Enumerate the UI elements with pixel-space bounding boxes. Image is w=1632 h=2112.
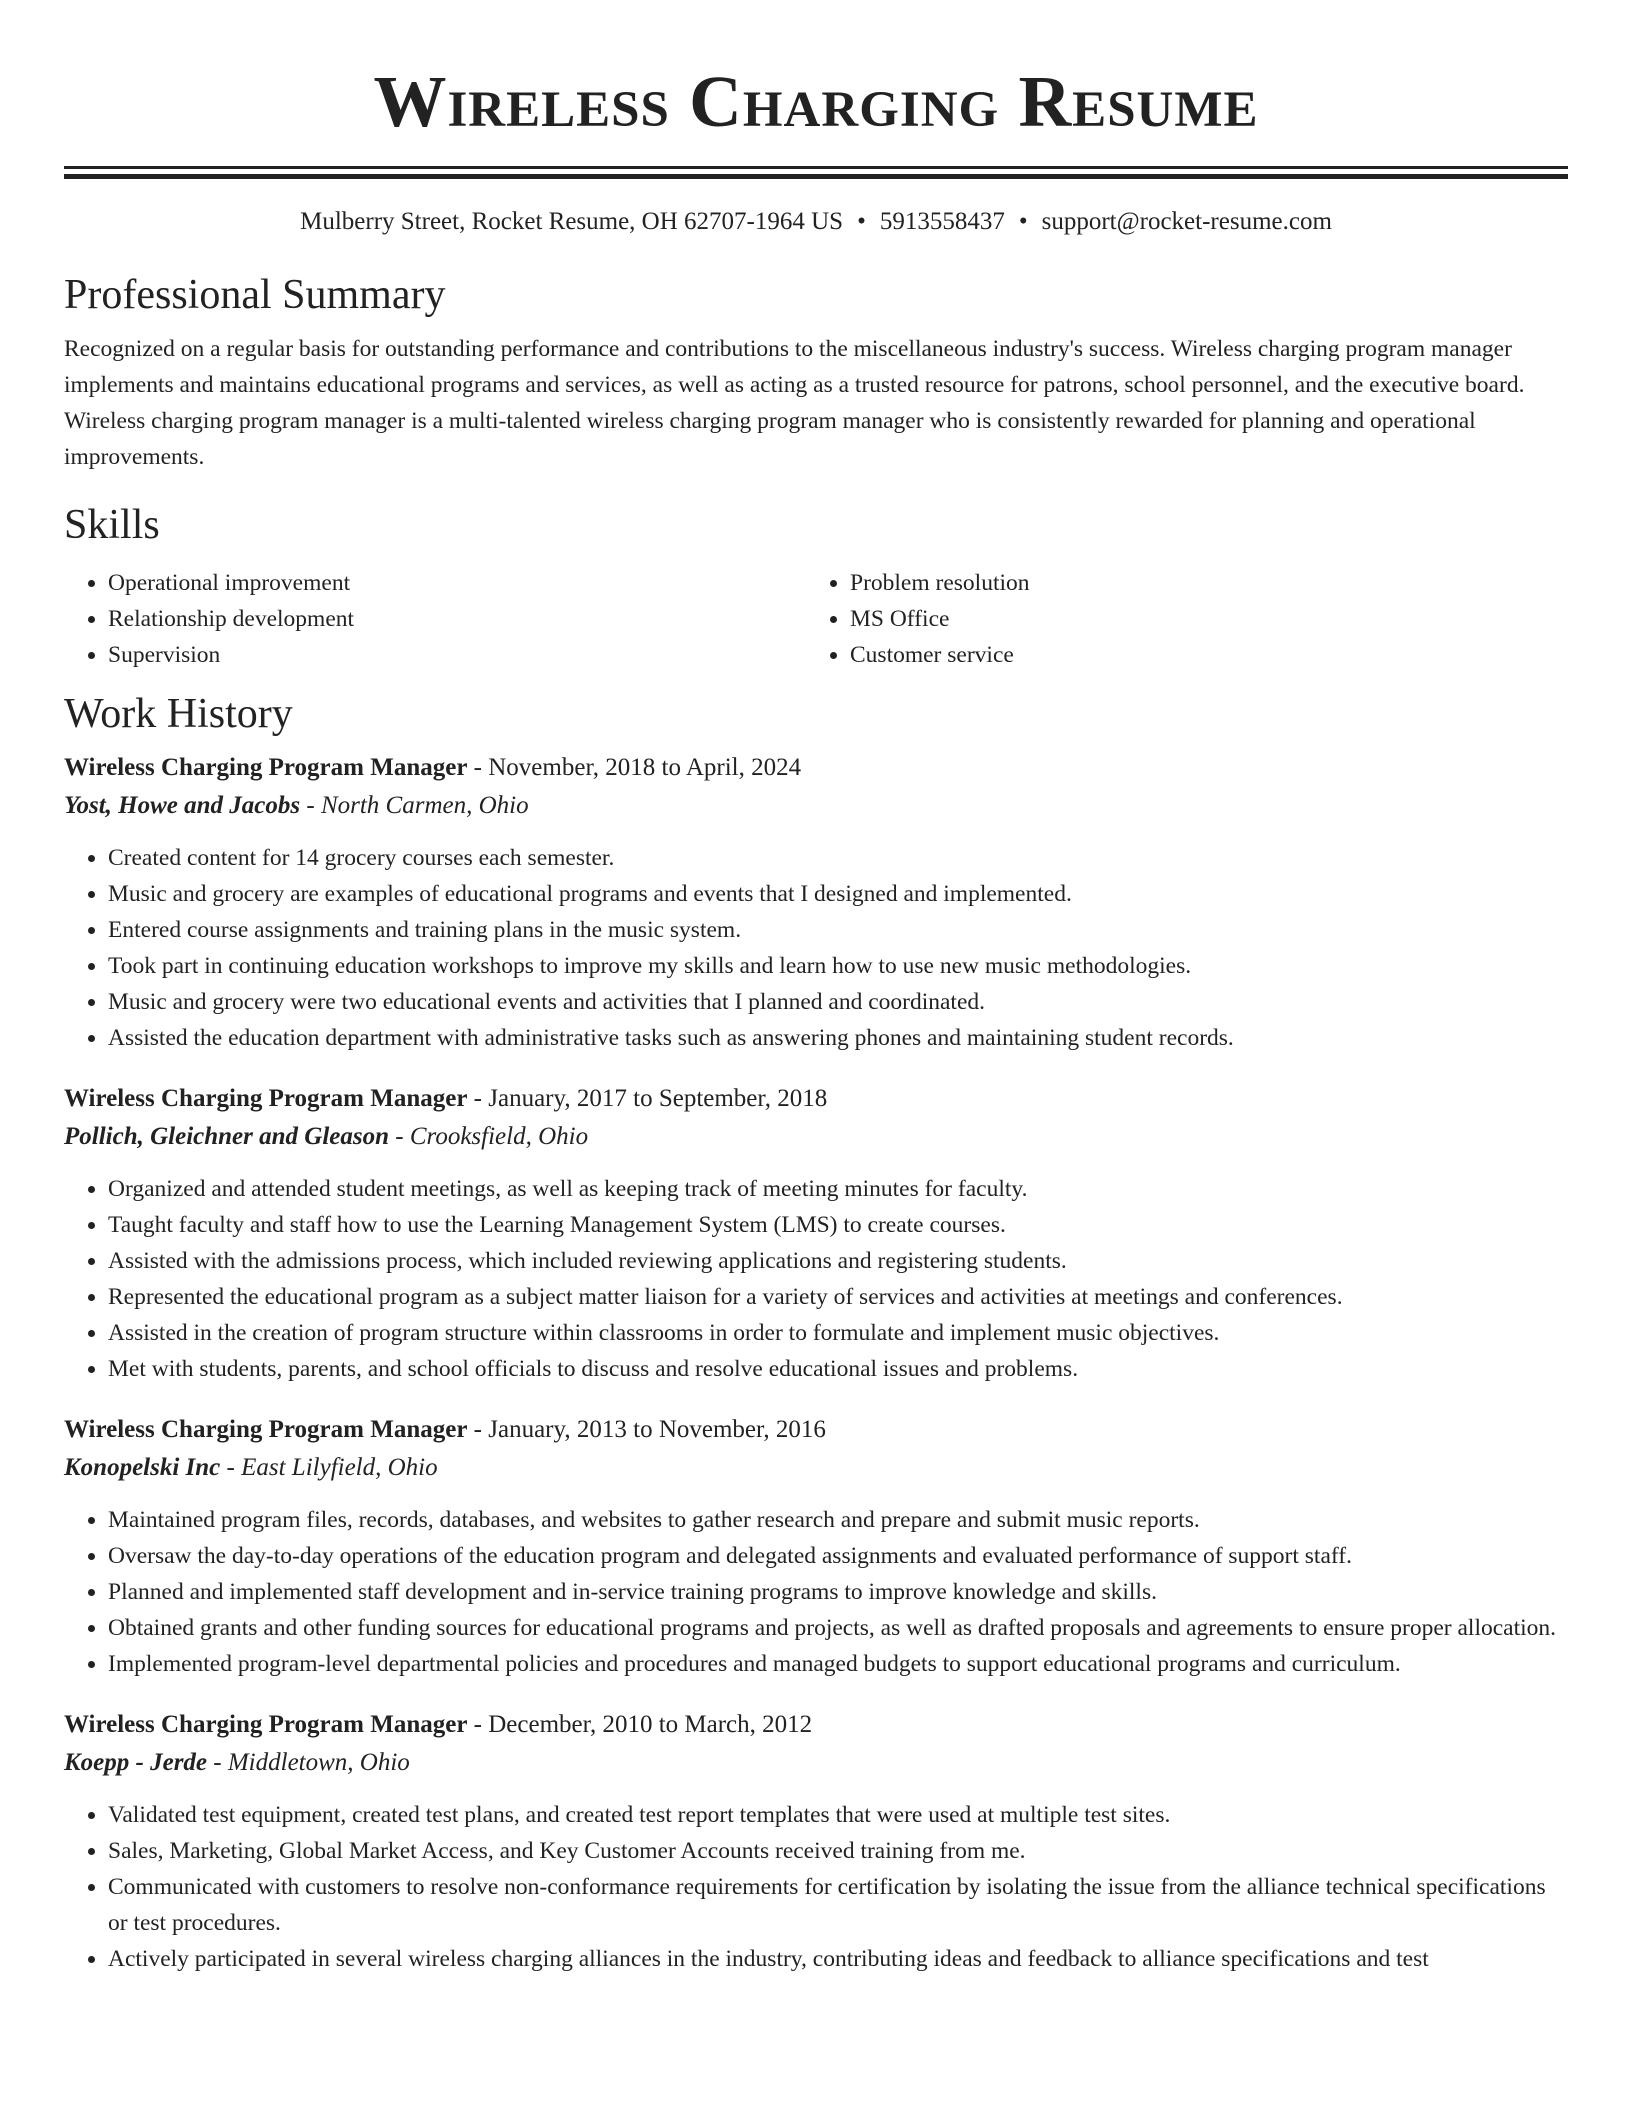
duty-item: • Taught faculty and staff how to use the Learning Management System (LMS) to create courses. — [108, 1207, 1568, 1243]
duty-item: • Organized and attended student meetings, as well as keeping track of meeting minutes for faculty. — [108, 1171, 1568, 1207]
job-dash: - — [306, 792, 315, 819]
job-dates: January, 2017 to September, 2018 — [488, 1085, 828, 1112]
skills-heading: Skills — [64, 502, 160, 548]
skill-item: • Problem resolution — [850, 565, 1548, 601]
duty-item: • Entered course assignments and training plans in the music system. — [108, 912, 1568, 948]
contact-address: Mulberry Street, Rocket Resume, OH 62707-1964 US — [300, 208, 844, 235]
duty-item: • Assisted in the creation of program structure within classrooms in order to formulate and implement music objectives. — [108, 1315, 1568, 1351]
job-company-line — [64, 1119, 1568, 1155]
job-dash: - — [473, 1085, 482, 1112]
duty-item: • Sales, Marketing, Global Market Access, and Key Customer Accounts received training from me. — [108, 1833, 1568, 1869]
job-entry — [64, 1707, 1568, 1977]
summary-heading: Professional Summary — [64, 272, 446, 318]
job-title-line — [64, 1412, 1568, 1448]
duty-item: • Actively participated in several wireless charging alliances in the industry, contributing ideas and feedback to alliance specifications and test — [108, 1941, 1568, 1977]
job-dash: - — [473, 754, 482, 781]
job-location: North Carmen, Ohio — [320, 792, 529, 819]
job-dash: - — [226, 1454, 235, 1481]
contact-phone: 5913558437 — [879, 208, 1005, 235]
duty-item: • Music and grocery were two educational events and activities that I planned and coordinated. — [108, 984, 1568, 1020]
duty-item: • Created content for 14 grocery courses each semester. — [108, 840, 1568, 876]
job-company: Konopelski Inc — [64, 1454, 221, 1481]
job-dates: December, 2010 to March, 2012 — [488, 1711, 813, 1738]
job-title: Wireless Charging Program Manager — [64, 1416, 468, 1443]
job-location: Crooksfield, Ohio — [409, 1123, 589, 1150]
job-title-line — [64, 1707, 1568, 1743]
job-duties — [64, 1502, 1568, 1682]
skills-column-right — [806, 565, 1548, 673]
job-dates: January, 2013 to November, 2016 — [488, 1416, 826, 1443]
job-company-line — [64, 1745, 1568, 1781]
skill-item: • Customer service — [850, 637, 1548, 673]
job-company: Yost, Howe and Jacobs — [64, 792, 301, 819]
title-rule-top — [64, 166, 1568, 169]
work-history-heading: Work History — [64, 691, 293, 737]
job-company: Koepp - Jerde — [64, 1749, 208, 1776]
job-title-line — [64, 1081, 1568, 1117]
duty-item: • Implemented program-level departmental policies and procedures and managed budgets to support educational programs and curriculum. — [108, 1646, 1568, 1682]
duty-item: • Represented the educational program as a subject matter liaison for a variety of services and activities at meetings and conferences. — [108, 1279, 1568, 1315]
skills-list — [64, 565, 1568, 673]
skill-item: • MS Office — [850, 601, 1548, 637]
job-location: East Lilyfield, Ohio — [241, 1454, 438, 1481]
duty-item: • Obtained grants and other funding sources for educational programs and projects, as well as drafted proposals and agreements to ensure proper allocation. — [108, 1610, 1568, 1646]
summary-text: Recognized on a regular basis for outstanding performance and contributions to the miscellaneous industry's success. Wireless charging program manager implements and maintains educational programs and services, as well as acting as a trusted resource for patrons, school personnel, and the executive board. Wireless charging program manager is a multi-talented wireless charging program manager who is consistently rewarded for planning and operational improvements. — [64, 336, 1525, 470]
duty-item: • Assisted with the admissions process, which included reviewing applications and registering students. — [108, 1243, 1568, 1279]
job-dates: November, 2018 to April, 2024 — [488, 754, 802, 781]
job-dash: - — [473, 1416, 482, 1443]
job-company-line — [64, 788, 1568, 824]
job-location: Middletown, Ohio — [227, 1749, 410, 1776]
job-title-line — [64, 750, 1568, 786]
duty-item: • Communicated with customers to resolve non-conformance requirements for certification by isolating the issue from the alliance technical specifications or test procedures. — [108, 1869, 1568, 1941]
job-entry — [64, 750, 1568, 1056]
contact-email: support@rocket-resume.com — [1041, 208, 1332, 235]
job-duties — [64, 1171, 1568, 1387]
job-dash: - — [395, 1123, 404, 1150]
contact-line — [64, 206, 1568, 238]
duty-item: • Assisted the education department with administrative tasks such as answering phones and maintaining student records. — [108, 1020, 1568, 1056]
job-title: Wireless Charging Program Manager — [64, 1085, 468, 1112]
job-dash: - — [473, 1711, 482, 1738]
resume-title: Wireless Charging Resume — [373, 61, 1259, 142]
skill-item: • Supervision — [108, 637, 806, 673]
contact-separator: • — [1018, 208, 1028, 235]
job-title: Wireless Charging Program Manager — [64, 1711, 468, 1738]
job-company-line — [64, 1450, 1568, 1486]
duty-item: • Validated test equipment, created test plans, and created test report templates that were used at multiple test sites. — [108, 1797, 1568, 1833]
contact-separator: • — [857, 208, 866, 235]
title-rule-bottom — [64, 174, 1568, 179]
skills-column-left — [64, 565, 806, 673]
job-entry — [64, 1081, 1568, 1387]
duty-item: • Took part in continuing education workshops to improve my skills and learn how to use new music methodologies. — [108, 948, 1568, 984]
job-title: Wireless Charging Program Manager — [64, 754, 468, 781]
duty-item: • Planned and implemented staff development and in-service training programs to improve knowledge and skills. — [108, 1574, 1568, 1610]
duty-item: • Met with students, parents, and school officials to discuss and resolve educational issues and problems. — [108, 1351, 1568, 1387]
job-dash: - — [213, 1749, 222, 1776]
job-duties — [64, 1797, 1568, 1977]
job-entry — [64, 1412, 1568, 1682]
job-company: Pollich, Gleichner and Gleason — [64, 1123, 390, 1150]
duty-item: • Oversaw the day-to-day operations of the education program and delegated assignments and evaluated performance of support staff. — [108, 1538, 1568, 1574]
job-duties — [64, 840, 1568, 1056]
skill-item: • Operational improvement — [108, 565, 806, 601]
duty-item: • Music and grocery are examples of educational programs and events that I designed and implemented. — [108, 876, 1568, 912]
resume-page — [64, 0, 1568, 1977]
duty-item: • Maintained program files, records, databases, and websites to gather research and prepare and submit music reports. — [108, 1502, 1568, 1538]
skill-item: • Relationship development — [108, 601, 806, 637]
